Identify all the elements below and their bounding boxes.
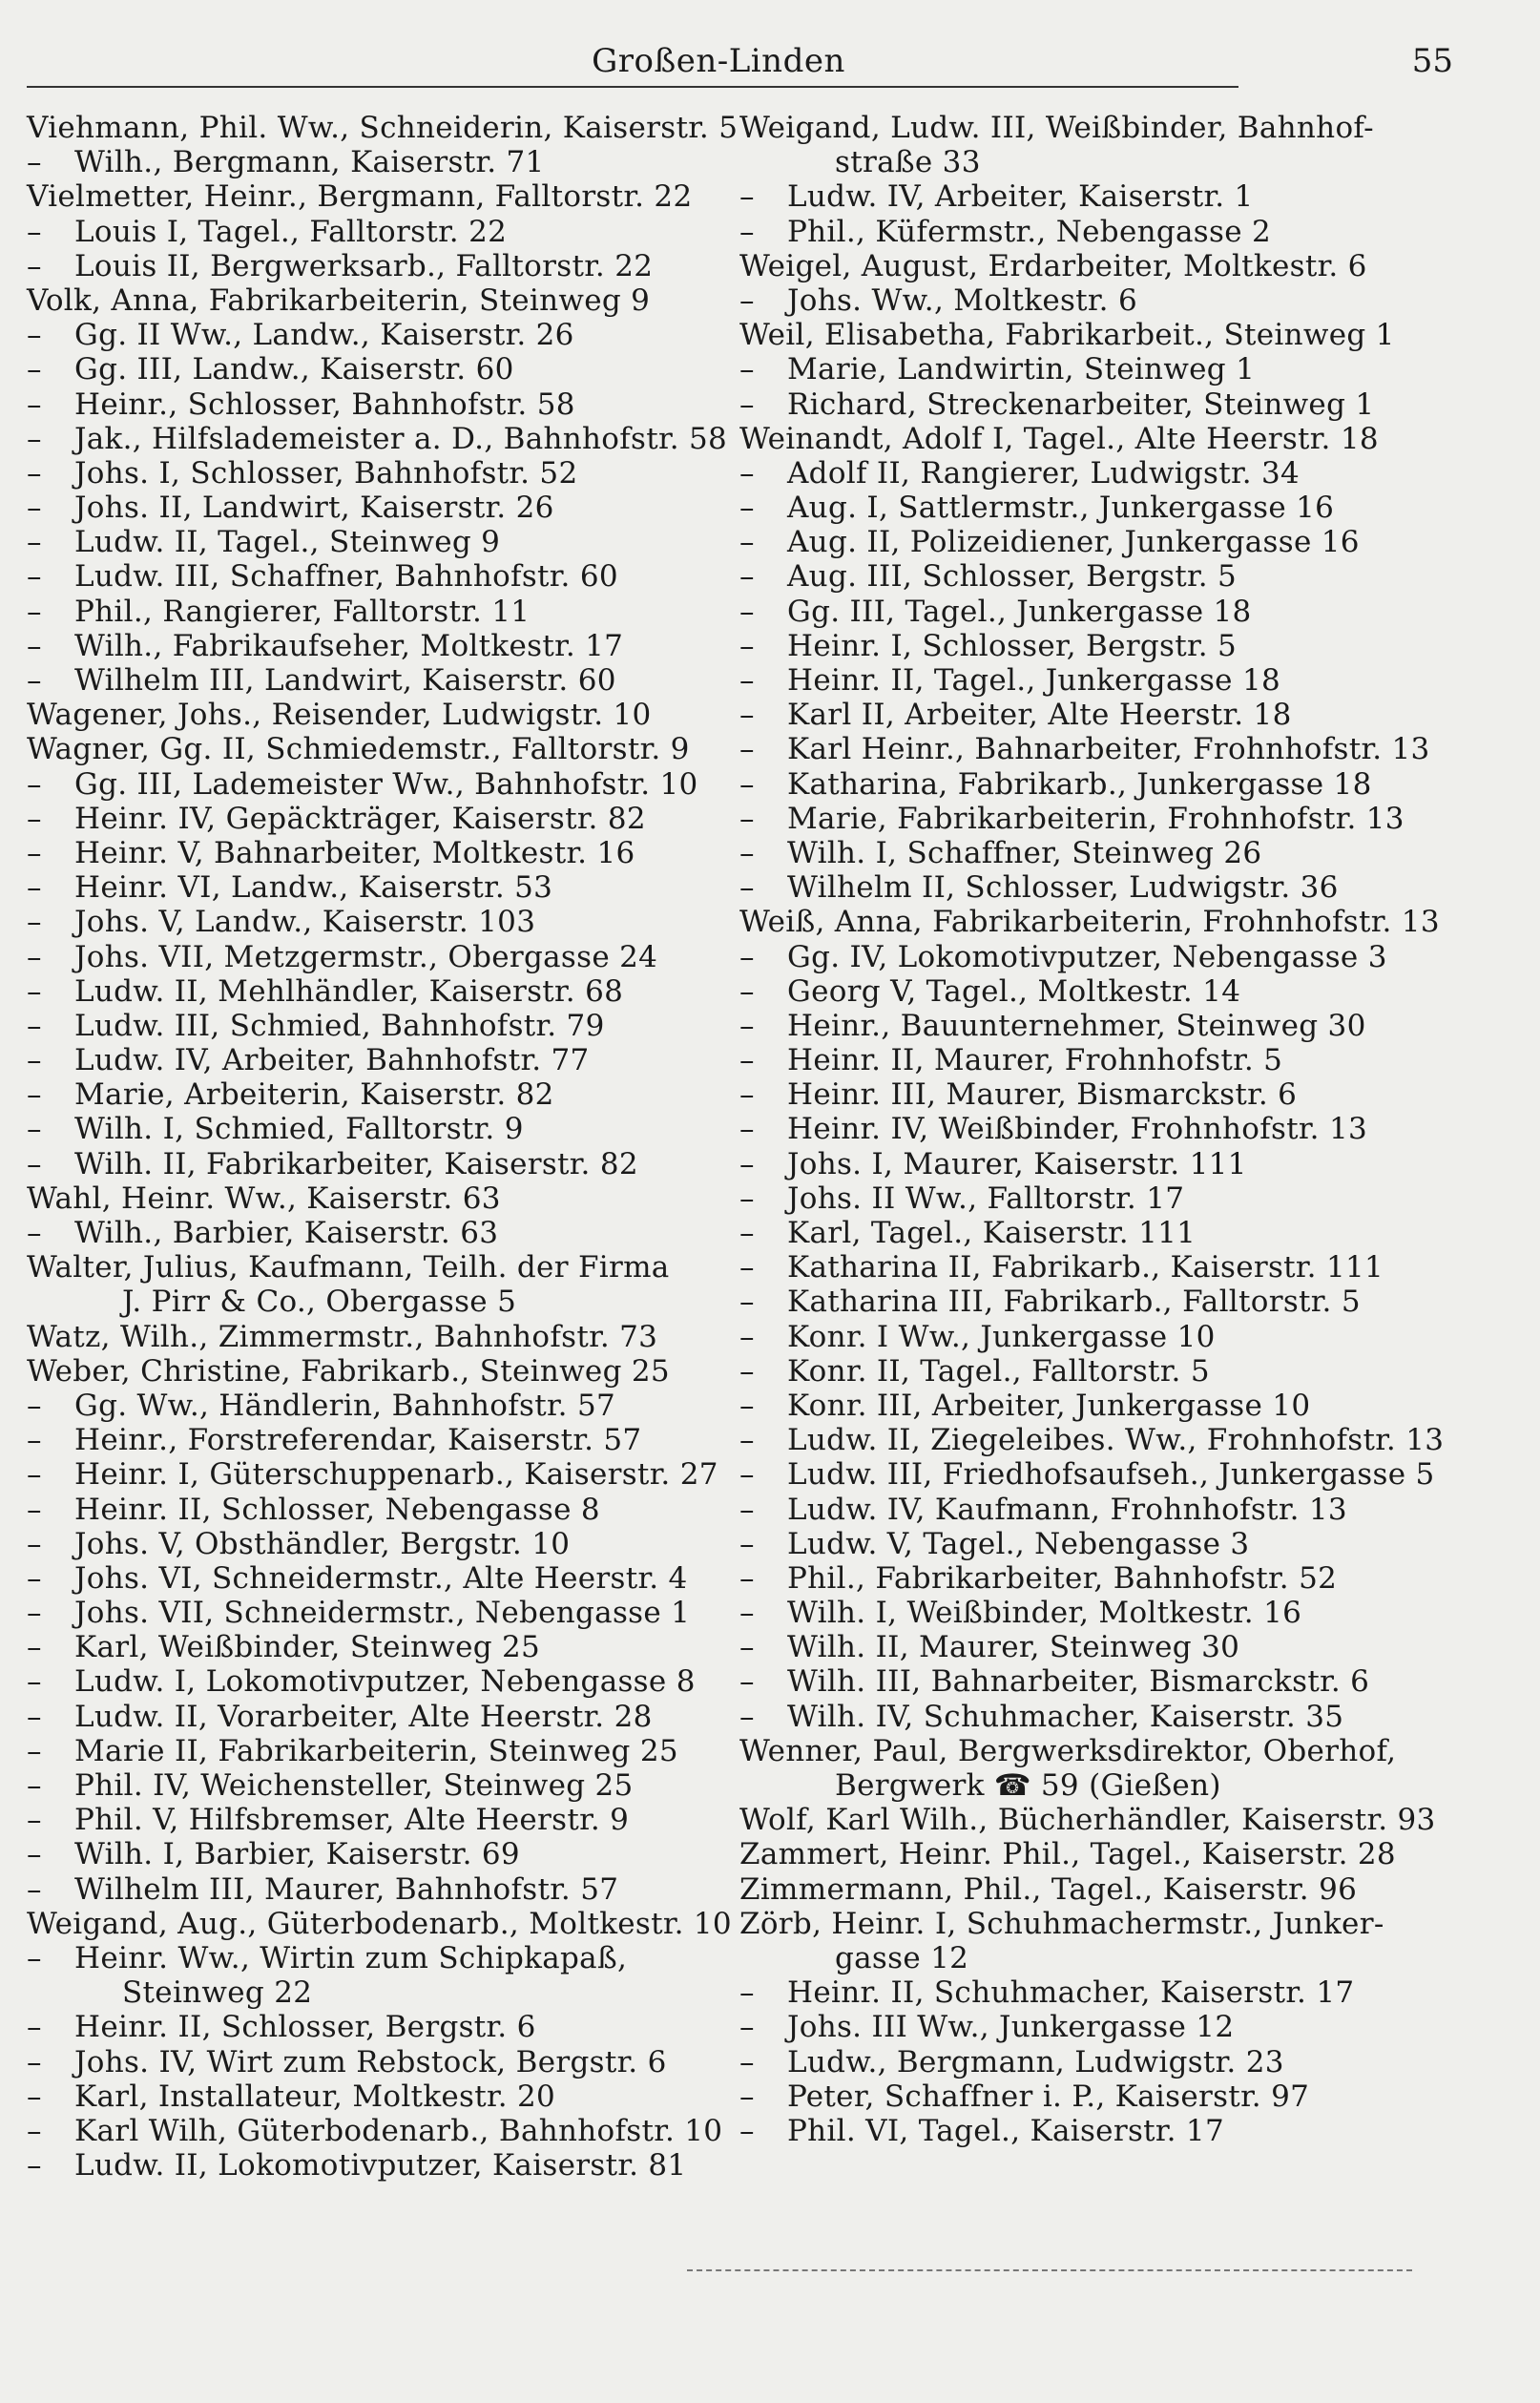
sub-entry: – Heinr. II, Maurer, Frohnhofstr. 5 xyxy=(739,1043,1446,1077)
sub-entry: – Johs. IV, Wirt zum Rebstock, Bergstr. 6 xyxy=(27,2045,733,2079)
sub-entry: – Wilhelm III, Landwirt, Kaiserstr. 60 xyxy=(27,663,733,698)
sub-entry: – Konr. I Ww., Junkergasse 10 xyxy=(739,1320,1446,1354)
sub-entry: – Heinr. II, Schlosser, Bergstr. 6 xyxy=(27,2010,733,2044)
sub-entry: – Louis II, Bergwerksarb., Falltorstr. 22 xyxy=(27,249,733,283)
directory-entry: Zimmermann, Phil., Tagel., Kaiserstr. 96 xyxy=(739,1871,1358,1907)
sub-entry: – Ludw. II, Tagel., Steinweg 9 xyxy=(27,525,733,559)
sub-entry: – Phil. V, Hilfsbremser, Alte Heerstr. 9 xyxy=(27,1803,733,1837)
sub-entry: – Johs. II Ww., Falltorstr. 17 xyxy=(739,1181,1446,1216)
directory-entry: Weigand, Ludw. III, Weißbinder, Bahnhof- xyxy=(739,111,1374,145)
sub-entry: – Karl II, Arbeiter, Alte Heerstr. 18 xyxy=(739,698,1446,732)
sub-entry: – Wilh. II, Fabrikarbeiter, Kaiserstr. 82 xyxy=(27,1147,733,1181)
sub-entry: – Karl Wilh, Güterbodenarb., Bahnhofstr. 10 xyxy=(27,2114,733,2148)
entry-continuation: straße 33 xyxy=(835,145,981,180)
page-number: 55 xyxy=(1411,42,1453,80)
directory-entry: Walter, Julius, Kaufmann, Teilh. der Firma xyxy=(27,1250,670,1285)
sub-entry: – Jak., Hilfslademeister a. D., Bahnhofstr. 58 xyxy=(27,422,733,456)
sub-entry: – Ludw. IV, Arbeiter, Kaiserstr. 1 xyxy=(739,179,1446,214)
sub-entry: – Ludw. III, Friedhofsaufseh., Junkergasse 5 xyxy=(739,1457,1446,1492)
sub-entry: – Marie II, Fabrikarbeiterin, Steinweg 25 xyxy=(27,1734,733,1768)
sub-entry: – Ludw. IV, Kaufmann, Frohnhofstr. 13 xyxy=(739,1493,1446,1527)
sub-entry: – Richard, Streckenarbeiter, Steinweg 1 xyxy=(739,387,1446,422)
sub-entry: – Marie, Arbeiterin, Kaiserstr. 82 xyxy=(27,1077,733,1112)
sub-entry: – Heinr. III, Maurer, Bismarckstr. 6 xyxy=(739,1077,1446,1112)
directory-entry: Wolf, Karl Wilh., Bücherhändler, Kaiserstr. 93 xyxy=(739,1803,1436,1838)
directory-entry: Vielmetter, Heinr., Bergmann, Falltorstr. 22 xyxy=(27,179,693,215)
sub-entry: – Katharina III, Fabrikarb., Falltorstr. 5 xyxy=(739,1285,1446,1319)
sub-entry: – Heinr. II, Schuhmacher, Kaiserstr. 17 xyxy=(739,1975,1446,2010)
directory-entry: Weber, Christine, Fabrikarb., Steinweg 25 xyxy=(27,1353,670,1389)
sub-entry: – Heinr. I, Schlosser, Bergstr. 5 xyxy=(739,629,1446,663)
sub-entry: – Marie, Fabrikarbeiterin, Frohnhofstr. 13 xyxy=(739,802,1446,836)
sub-entry: – Johs. VII, Metzgermstr., Obergasse 24 xyxy=(27,940,733,974)
sub-entry: – Johs. VI, Schneidermstr., Alte Heerstr. 4 xyxy=(27,1561,733,1596)
directory-entry: Zörb, Heinr. I, Schuhmachermstr., Junker- xyxy=(739,1906,1384,1941)
sub-entry: – Phil., Fabrikarbeiter, Bahnhofstr. 52 xyxy=(739,1561,1446,1596)
sub-entry: – Gg. Ww., Händlerin, Bahnhofstr. 57 xyxy=(27,1389,733,1423)
sub-entry: – Ludw. IV, Arbeiter, Bahnhofstr. 77 xyxy=(27,1043,733,1077)
sub-entry: – Karl Heinr., Bahnarbeiter, Frohnhofstr. 13 xyxy=(739,732,1446,766)
sub-entry: – Katharina II, Fabrikarb., Kaiserstr. 111 xyxy=(739,1250,1446,1285)
sub-entry: – Wilh. I, Schmied, Falltorstr. 9 xyxy=(27,1112,733,1146)
entry-continuation: gasse 12 xyxy=(835,1940,969,1975)
sub-entry: – Wilhelm II, Schlosser, Ludwigstr. 36 xyxy=(739,870,1446,905)
directory-entry: Zammert, Heinr. Phil., Tagel., Kaiserstr. 28 xyxy=(739,1837,1396,1872)
sub-entry: – Karl, Tagel., Kaiserstr. 111 xyxy=(739,1216,1446,1250)
entry-continuation: Bergwerk ☎ 59 (Gießen) xyxy=(835,1768,1221,1803)
directory-entry: Wenner, Paul, Bergwerksdirektor, Oberhof, xyxy=(739,1733,1397,1768)
sub-entry: – Wilh. III, Bahnarbeiter, Bismarckstr. 6 xyxy=(739,1664,1446,1699)
sub-entry: – Johs. V, Obsthändler, Bergstr. 10 xyxy=(27,1527,733,1561)
sub-entry: – Johs. I, Maurer, Kaiserstr. 111 xyxy=(739,1147,1446,1181)
sub-entry: – Wilh. I, Barbier, Kaiserstr. 69 xyxy=(27,1837,733,1871)
sub-entry: – Heinr., Forstreferendar, Kaiserstr. 57 xyxy=(27,1423,733,1457)
sub-entry: – Johs. I, Schlosser, Bahnhofstr. 52 xyxy=(27,456,733,491)
sub-entry: – Gg. III, Lademeister Ww., Bahnhofstr. 10 xyxy=(27,767,733,802)
left-column xyxy=(27,111,739,2184)
sub-entry: – Aug. II, Polizeidiener, Junkergasse 16 xyxy=(739,525,1446,559)
sub-entry: – Phil. VI, Tagel., Kaiserstr. 17 xyxy=(739,2114,1446,2148)
directory-entry: Watz, Wilh., Zimmermstr., Bahnhofstr. 73 xyxy=(27,1319,658,1354)
sub-entry: – Georg V, Tagel., Moltkestr. 14 xyxy=(739,974,1446,1009)
sub-entry: – Gg. IV, Lokomotivputzer, Nebengasse 3 xyxy=(739,940,1446,974)
sub-entry: – Wilhelm III, Maurer, Bahnhofstr. 57 xyxy=(27,1872,733,1907)
directory-entry: Wagener, Johs., Reisender, Ludwigstr. 10 xyxy=(27,698,652,733)
right-column xyxy=(739,111,1446,2148)
sub-entry: – Heinr. V, Bahnarbeiter, Moltkestr. 16 xyxy=(27,836,733,870)
sub-entry: – Ludw. V, Tagel., Nebengasse 3 xyxy=(739,1527,1446,1561)
directory-entry: Wagner, Gg. II, Schmiedemstr., Falltorstr. 9 xyxy=(27,732,690,767)
sub-entry: – Ludw. II, Ziegeleibes. Ww., Frohnhofstr. 13 xyxy=(739,1423,1446,1457)
page-header xyxy=(27,42,1453,86)
sub-entry: – Ludw. I, Lokomotivputzer, Nebengasse 8 xyxy=(27,1664,733,1699)
sub-entry: – Johs. III Ww., Junkergasse 12 xyxy=(739,2010,1446,2044)
sub-entry: – Johs. Ww., Moltkestr. 6 xyxy=(739,283,1446,318)
sub-entry: – Heinr., Schlosser, Bahnhofstr. 58 xyxy=(27,387,733,422)
sub-entry: – Johs. II, Landwirt, Kaiserstr. 26 xyxy=(27,491,733,525)
sub-entry: – Heinr. II, Tagel., Junkergasse 18 xyxy=(739,663,1446,698)
sub-entry: – Karl, Installateur, Moltkestr. 20 xyxy=(27,2079,733,2114)
entry-continuation: J. Pirr & Co., Obergasse 5 xyxy=(122,1285,517,1320)
sub-entry: – Aug. I, Sattlermstr., Junkergasse 16 xyxy=(739,491,1446,525)
sub-entry: – Wilh., Fabrikaufseher, Moltkestr. 17 xyxy=(27,629,733,663)
sub-entry: – Adolf II, Rangierer, Ludwigstr. 34 xyxy=(739,456,1446,491)
sub-entry: – Gg. III, Tagel., Junkergasse 18 xyxy=(739,595,1446,629)
sub-entry: – Phil. IV, Weichensteller, Steinweg 25 xyxy=(27,1768,733,1803)
directory-entry: Wahl, Heinr. Ww., Kaiserstr. 63 xyxy=(27,1181,501,1216)
sub-entry: – Konr. II, Tagel., Falltorstr. 5 xyxy=(739,1354,1446,1389)
sub-entry: – Gg. II Ww., Landw., Kaiserstr. 26 xyxy=(27,318,733,352)
sub-entry: – Heinr. I, Güterschuppenarb., Kaiserstr. 27 xyxy=(27,1457,733,1492)
directory-entry: Weigand, Aug., Güterbodenarb., Moltkestr. 10 xyxy=(27,1906,732,1941)
sub-entry: – Louis I, Tagel., Falltorstr. 22 xyxy=(27,215,733,249)
sub-entry: – Heinr. VI, Landw., Kaiserstr. 53 xyxy=(27,870,733,905)
sub-entry: – Ludw. III, Schmied, Bahnhofstr. 79 xyxy=(27,1009,733,1043)
sub-entry: – Ludw., Bergmann, Ludwigstr. 23 xyxy=(739,2045,1446,2079)
directory-entry: Weiß, Anna, Fabrikarbeiterin, Frohnhofstr. 13 xyxy=(739,905,1440,940)
sub-entry: – Heinr. II, Schlosser, Nebengasse 8 xyxy=(27,1493,733,1527)
sub-entry: – Heinr. IV, Gepäckträger, Kaiserstr. 82 xyxy=(27,802,733,836)
directory-entry: Weil, Elisabetha, Fabrikarbeit., Steinweg 1 xyxy=(739,318,1395,353)
directory-entry: Weinandt, Adolf I, Tagel., Alte Heerstr. 18 xyxy=(739,421,1379,456)
sub-entry: – Katharina, Fabrikarb., Junkergasse 18 xyxy=(739,767,1446,802)
header-rule xyxy=(27,86,1238,88)
directory-entry: Viehmann, Phil. Ww., Schneiderin, Kaiserstr. 5 xyxy=(27,111,739,145)
sub-entry: – Phil., Küfermstr., Nebengasse 2 xyxy=(739,215,1446,249)
sub-entry: – Peter, Schaffner i. P., Kaiserstr. 97 xyxy=(739,2079,1446,2114)
sub-entry: – Wilh. IV, Schuhmacher, Kaiserstr. 35 xyxy=(739,1700,1446,1734)
sub-entry: – Johs. VII, Schneidermstr., Nebengasse 1 xyxy=(27,1596,733,1630)
sub-entry: – Ludw. II, Mehlhändler, Kaiserstr. 68 xyxy=(27,974,733,1009)
sub-entry: – Wilh., Barbier, Kaiserstr. 63 xyxy=(27,1216,733,1250)
sub-entry: – Johs. V, Landw., Kaiserstr. 103 xyxy=(27,905,733,939)
entry-continuation: Steinweg 22 xyxy=(122,1975,313,2011)
sub-entry: – Ludw. III, Schaffner, Bahnhofstr. 60 xyxy=(27,559,733,594)
sub-entry: – Aug. III, Schlosser, Bergstr. 5 xyxy=(739,559,1446,594)
sub-entry: – Heinr. IV, Weißbinder, Frohnhofstr. 13 xyxy=(739,1112,1446,1146)
sub-entry: – Heinr. Ww., Wirtin zum Schipkapaß, xyxy=(27,1941,733,1975)
sub-entry: – Karl, Weißbinder, Steinweg 25 xyxy=(27,1630,733,1664)
sub-entry: – Gg. III, Landw., Kaiserstr. 60 xyxy=(27,352,733,387)
directory-entry: Volk, Anna, Fabrikarbeiterin, Steinweg 9 xyxy=(27,282,651,318)
sub-entry: – Wilh. II, Maurer, Steinweg 30 xyxy=(739,1630,1446,1664)
directory-entry: Weigel, August, Erdarbeiter, Moltkestr. 6 xyxy=(739,248,1367,283)
sub-entry: – Konr. III, Arbeiter, Junkergasse 10 xyxy=(739,1389,1446,1423)
sub-entry: – Phil., Rangierer, Falltorstr. 11 xyxy=(27,595,733,629)
sub-entry: – Ludw. II, Lokomotivputzer, Kaiserstr. 81 xyxy=(27,2148,733,2183)
sub-entry: – Heinr., Bauunternehmer, Steinweg 30 xyxy=(739,1009,1446,1043)
sub-entry: – Wilh. I, Weißbinder, Moltkestr. 16 xyxy=(739,1596,1446,1630)
sub-entry: – Ludw. II, Vorarbeiter, Alte Heerstr. 28 xyxy=(27,1700,733,1734)
bottom-rule xyxy=(687,2269,1412,2272)
sub-entry: – Wilh., Bergmann, Kaiserstr. 71 xyxy=(27,145,733,179)
sub-entry: – Wilh. I, Schaffner, Steinweg 26 xyxy=(739,836,1446,870)
page-title: Großen-Linden xyxy=(592,42,845,80)
sub-entry: – Marie, Landwirtin, Steinweg 1 xyxy=(739,352,1446,387)
